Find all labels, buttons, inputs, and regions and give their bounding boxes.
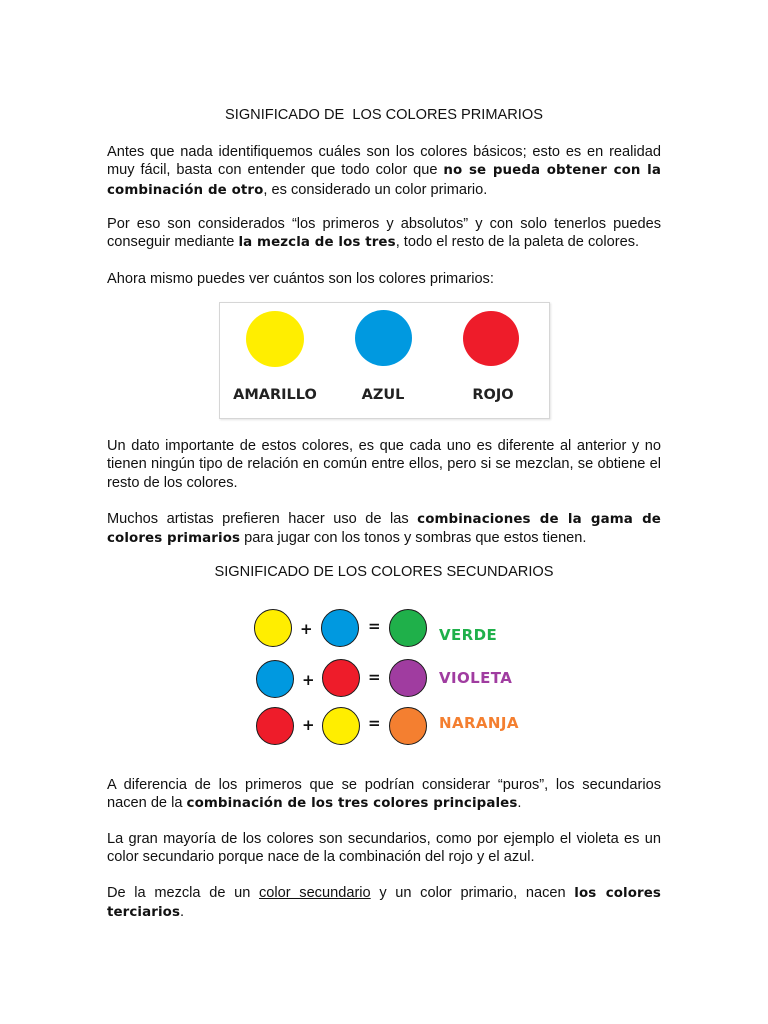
mix1-plus: + bbox=[300, 620, 313, 638]
artists-text-1: Muchos artistas prefieren hacer uso de las bbox=[107, 511, 418, 527]
paragraph-artists bbox=[107, 510, 661, 549]
mix3-color-b bbox=[322, 707, 360, 745]
tertiary-text-2: y un color primario, nacen bbox=[370, 885, 575, 901]
intro-text-2: , es considerado un color primario. bbox=[263, 181, 488, 198]
mix2-color-b bbox=[322, 659, 360, 697]
mix3-plus: + bbox=[302, 716, 315, 734]
mix2-equals: = bbox=[368, 668, 381, 686]
intro-text-1: Antes que nada identifiquemos cuáles son los colores básicos; esto es en realidad muy fácil, basta con entender que todo color que bbox=[107, 144, 661, 179]
paragraph-how-many: Ahora mismo puedes ver cuántos son los colores primarios: bbox=[107, 271, 494, 287]
mix2-label: VIOLETA bbox=[439, 669, 513, 687]
yellow-label: AMARILLO bbox=[233, 387, 317, 403]
mix1-color-b bbox=[321, 609, 359, 647]
mix1-equals: = bbox=[368, 617, 381, 635]
paragraph-tertiary bbox=[107, 884, 661, 923]
mix2-plus: + bbox=[302, 671, 315, 689]
artists-text-2: para jugar con los tonos y sombras que estos tienen. bbox=[240, 530, 587, 547]
mix1-result bbox=[389, 609, 427, 647]
mix3-equals: = bbox=[368, 714, 381, 732]
paragraph-absolutes bbox=[107, 215, 661, 253]
absolutes-bold: la mezcla de los tres bbox=[238, 235, 396, 251]
mix3-result bbox=[389, 707, 427, 745]
blue-label: AZUL bbox=[361, 387, 405, 403]
paragraph-intro bbox=[107, 143, 661, 200]
mix2-result bbox=[389, 659, 427, 697]
secondary-colors-heading: SIGNIFICADO DE LOS COLORES SECUNDARIOS bbox=[214, 564, 554, 580]
tertiary-text-3: . bbox=[180, 904, 185, 921]
primary-colors-figure bbox=[219, 302, 550, 419]
absolutes-text-2: , todo el resto de la paleta de colores. bbox=[395, 234, 640, 251]
mix3-color-a bbox=[256, 707, 294, 745]
red-circle bbox=[463, 311, 519, 366]
mix2-color-a bbox=[256, 660, 294, 698]
paragraph-important-fact: Un dato importante de estos colores, es que cada uno es diferente al anterior y no tienen ningún tipo de relación en común entre ellos, pero si se mezclan, se obtiene el resto de los colores. bbox=[107, 438, 661, 491]
tertiary-text-1: De la mezcla de un bbox=[107, 885, 259, 901]
mix1-color-a bbox=[254, 609, 292, 647]
primary-colors-heading: SIGNIFICADO DE LOS COLORES PRIMARIOS bbox=[225, 107, 543, 123]
differences-text-1: A diferencia de los primeros que se podrían considerar “puros”, los secundarios nacen de la bbox=[107, 777, 661, 812]
mix3-label: NARANJA bbox=[439, 714, 519, 732]
red-label: ROJO bbox=[472, 387, 514, 403]
paragraph-majority: La gran mayoría de los colores son secundarios, como por ejemplo el violeta es un color secundario porque nace de la combinación del rojo y el azul. bbox=[107, 831, 661, 866]
artists-bold: combinaciones de la gama de colores primarios bbox=[107, 512, 661, 547]
mix1-label: VERDE bbox=[439, 626, 498, 644]
absolutes-text-1: Por eso son considerados “los primeros y absolutos” y con solo tenerlos puedes conseguir mediante bbox=[107, 216, 661, 251]
intro-bold: no se pueda obtener con la combinación de otro bbox=[107, 163, 661, 198]
differences-text-2: . bbox=[517, 795, 522, 812]
paragraph-differences bbox=[107, 776, 661, 814]
tertiary-underlined: color secundario bbox=[258, 885, 371, 901]
blue-circle bbox=[355, 310, 412, 366]
differences-bold: combinación de los tres colores principales bbox=[186, 796, 518, 812]
yellow-circle bbox=[246, 311, 304, 367]
tertiary-bold: los colores terciarios bbox=[107, 886, 661, 921]
